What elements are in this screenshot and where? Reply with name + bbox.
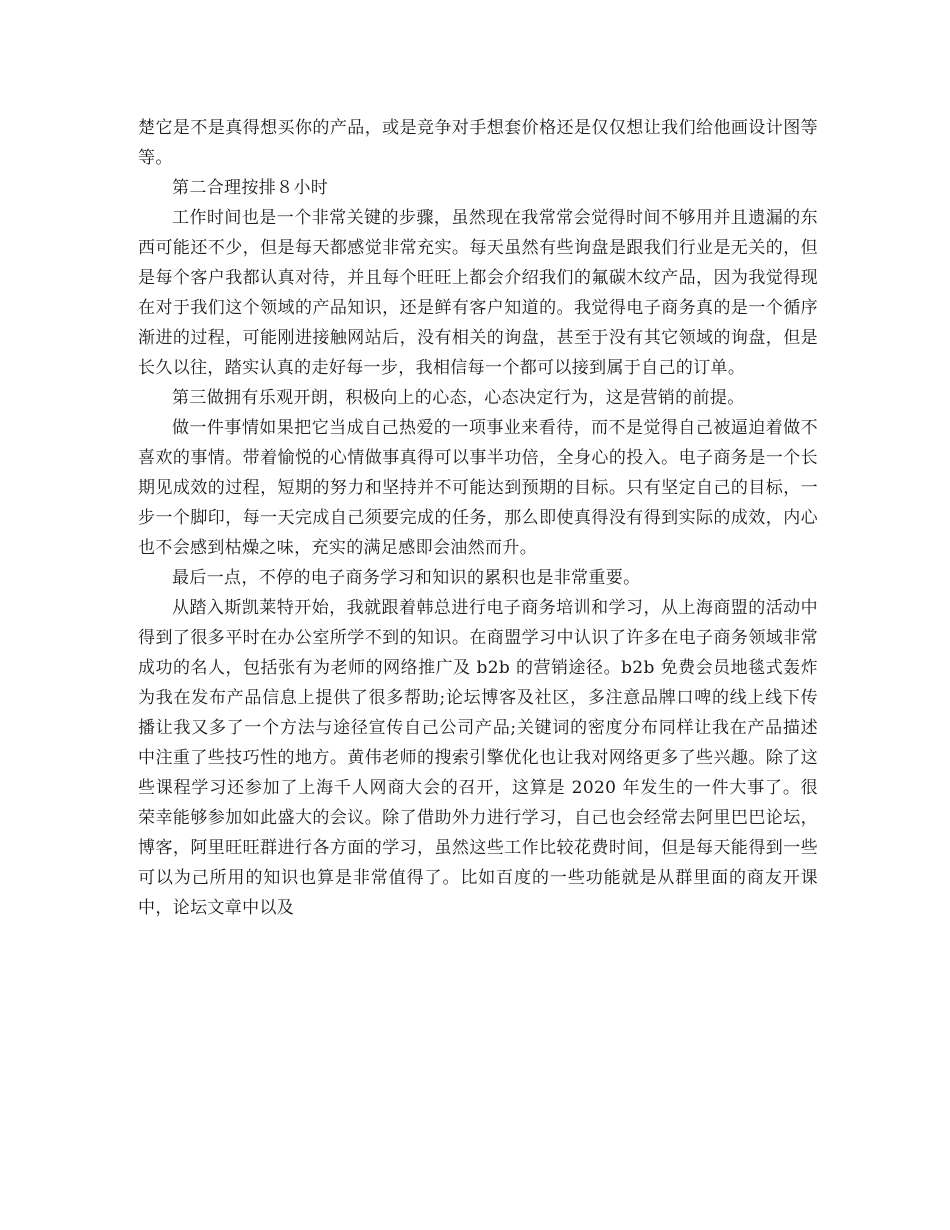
paragraph-7: 从踏入斯凯莱特开始，我就跟着韩总进行电子商务培训和学习，从上海商盟的活动中得到了很多平时在办公室所学不到的知识。在商盟学习中认识了许多在电子商务领域非常成功的名人，包括张有为老师的网络推广及 b2b 的营销途径。b2b 免费会员地毯式轰炸为我在发布产品信息上提供了很多帮助;论坛博客及社区，多注意品牌口啤的线上线下传播让我又多了一个方法与途径宣传自己公司产品;关键词的密度分布同样让我在产品描述中注重了些技巧性的地方。黄伟老师的搜索引擎优化也让我对网络更多了些兴趣。除了这些课程学习还参加了上海千人网商大会的召开，这算是 2020 年发生的一件大事了。很荣幸能够参加如此盛大的会议。除了借助外力进行学习，自己也会经常去阿里巴巴论坛，博客，阿里旺旺群进行各方面的学习，虽然这些工作比较花费时间，但是每天能得到一些可以为己所用的知识也算是非常值得了。比如百度的一些功能就是从群里面的商友开课中，论坛文章中以及 — [138, 598, 818, 918]
document-body — [138, 113, 818, 923]
paragraph-2-heading: 第二合理按排８小时 — [172, 178, 329, 198]
paragraph-6-heading: 最后一点，不停的电子商务学习和知识的累积也是非常重要。 — [172, 568, 641, 588]
paragraph-5: 做一件事情如果把它当成自己热爱的一项事业来看待，而不是觉得自己被逼迫着做不喜欢的事情。带着愉悦的心情做事真得可以事半功倍，全身心的投入。电子商务是一个长期见成效的过程，短期的努力和坚持并不可能达到预期的目标。只有坚定自己的目标，一步一个脚印，每一天完成自己须要完成的任务，那么即使真得没有得到实际的成效，内心也不会感到枯燥之味，充实的满足感即会油然而升。 — [138, 418, 818, 558]
paragraph-1: 楚它是不是真得想买你的产品，或是竞争对手想套价格还是仅仅想让我们给他画设计图等等。 — [138, 118, 818, 168]
paragraph-3: 工作时间也是一个非常关键的步骤，虽然现在我常常会觉得时间不够用并且遗漏的东西可能还不少，但是每天都感觉非常充实。每天虽然有些询盘是跟我们行业是无关的，但是每个客户我都认真对待，并且每个旺旺上都会介绍我们的氟碳木纹产品，因为我觉得现在对于我们这个领域的产品知识，还是鲜有客户知道的。我觉得电子商务真的是一个循序渐进的过程，可能刚进接触网站后，没有相关的询盘，甚至于没有其它领域的询盘，但是长久以往，踏实认真的走好每一步，我相信每一个都可以接到属于自己的订单。 — [138, 208, 818, 378]
paragraph-4-heading: 第三做拥有乐观开朗，积极向上的心态，心态决定行为，这是营销的前提。 — [172, 388, 745, 408]
